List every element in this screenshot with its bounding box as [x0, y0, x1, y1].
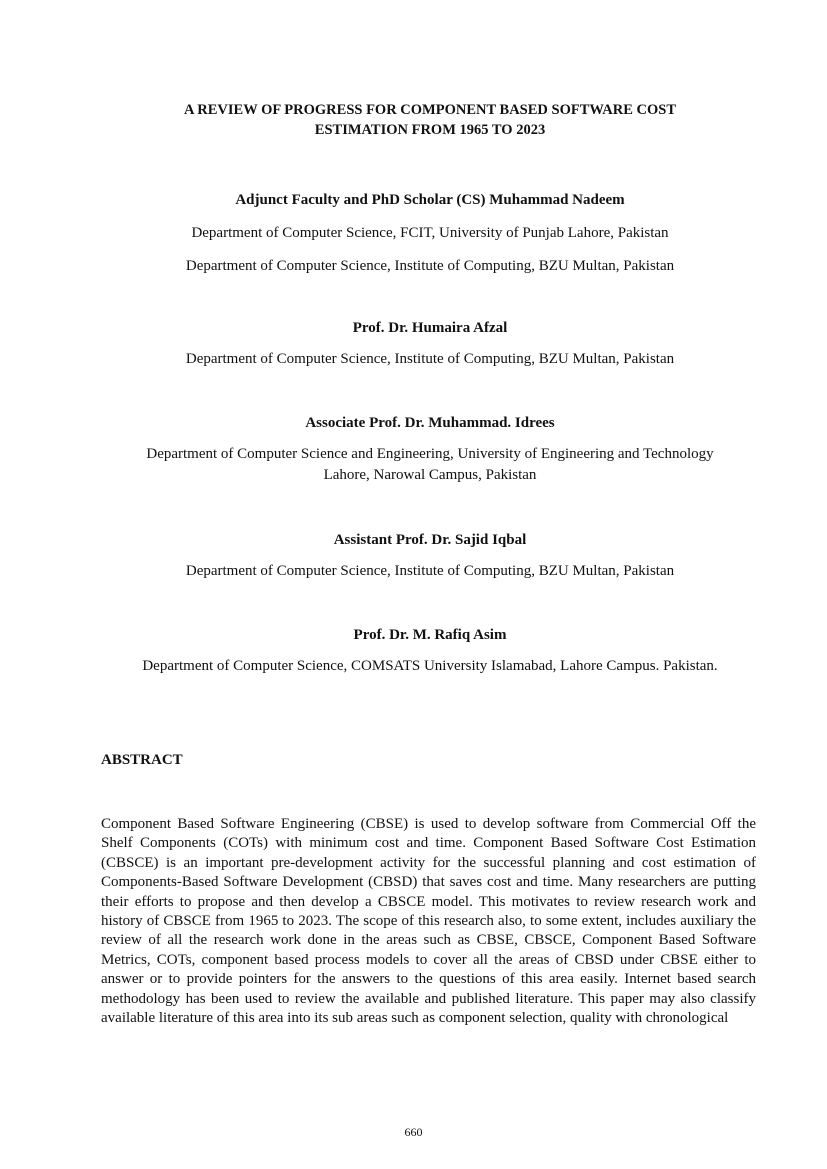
author-name-1: Adjunct Faculty and PhD Scholar (CS) Muhammad Nadeem: [235, 192, 625, 208]
author-5-affiliation-1: Department of Computer Science, COMSATS University Islamabad, Lahore Campus. Pakistan.: [142, 658, 718, 674]
author-3-affiliation-line-2: Lahore, Narowal Campus, Pakistan: [323, 467, 537, 483]
author-3-affiliation: [100, 444, 760, 486]
author-name-5: Prof. Dr. M. Rafiq Asim: [353, 627, 507, 643]
author-1-affiliation-2: Department of Computer Science, Institute of Computing, BZU Multan, Pakistan: [185, 258, 675, 274]
paper-title-line-2: ESTIMATION FROM 1965 TO 2023: [314, 122, 546, 138]
author-4-affiliation-1: Department of Computer Science, Institute of Computing, BZU Multan, Pakistan: [185, 563, 675, 579]
author-name-4: Assistant Prof. Dr. Sajid Iqbal: [333, 532, 527, 548]
abstract-text: Component Based Software Engineering (CBSE) is used to develop software from Commercial Off the Shelf Components (COTs) with minimum cost and time. Component Based Software Cost Estimation (CBSCE) is an important pre-development activity for the successful planning and cost estimation of Components-Based Software Development (CBSD) that saves cost and time. Many researchers are putting their efforts to propose and then develop a CBSCE model. This motivates to review research work and history of CBSCE from 1965 to 2023. The scope of this research also, to some extent, includes auxiliary the review of all the research work done in the areas such as CBSE, CBSCE, Component Based Software Metrics, COTs, component based process models to cover all the areas of CBSD under CBSE either to answer or to provide pointers for the answers to the questions of this area easily. Internet based search methodology has been used to review the available and published literature. This paper may also classify available literature of this area into its sub areas such as component selection, quality with chronological: [101, 816, 756, 1027]
paper-title-line-1: A REVIEW OF PROGRESS FOR COMPONENT BASED SOFTWARE COST: [183, 102, 676, 118]
author-3-affiliation-line-1: Department of Computer Science and Engineering, University of Engineering and Technology: [146, 446, 714, 462]
author-1-affiliation-1: Department of Computer Science, FCIT, University of Punjab Lahore, Pakistan: [191, 225, 669, 241]
paper-title: [100, 100, 760, 140]
author-name-2: Prof. Dr. Humaira Afzal: [352, 320, 508, 336]
author-name-3: Associate Prof. Dr. Muhammad. Idrees: [305, 415, 555, 431]
author-2-affiliation-1: Department of Computer Science, Institute of Computing, BZU Multan, Pakistan: [185, 351, 675, 367]
page-number: 660: [404, 1125, 423, 1139]
abstract-heading: ABSTRACT: [101, 752, 183, 768]
